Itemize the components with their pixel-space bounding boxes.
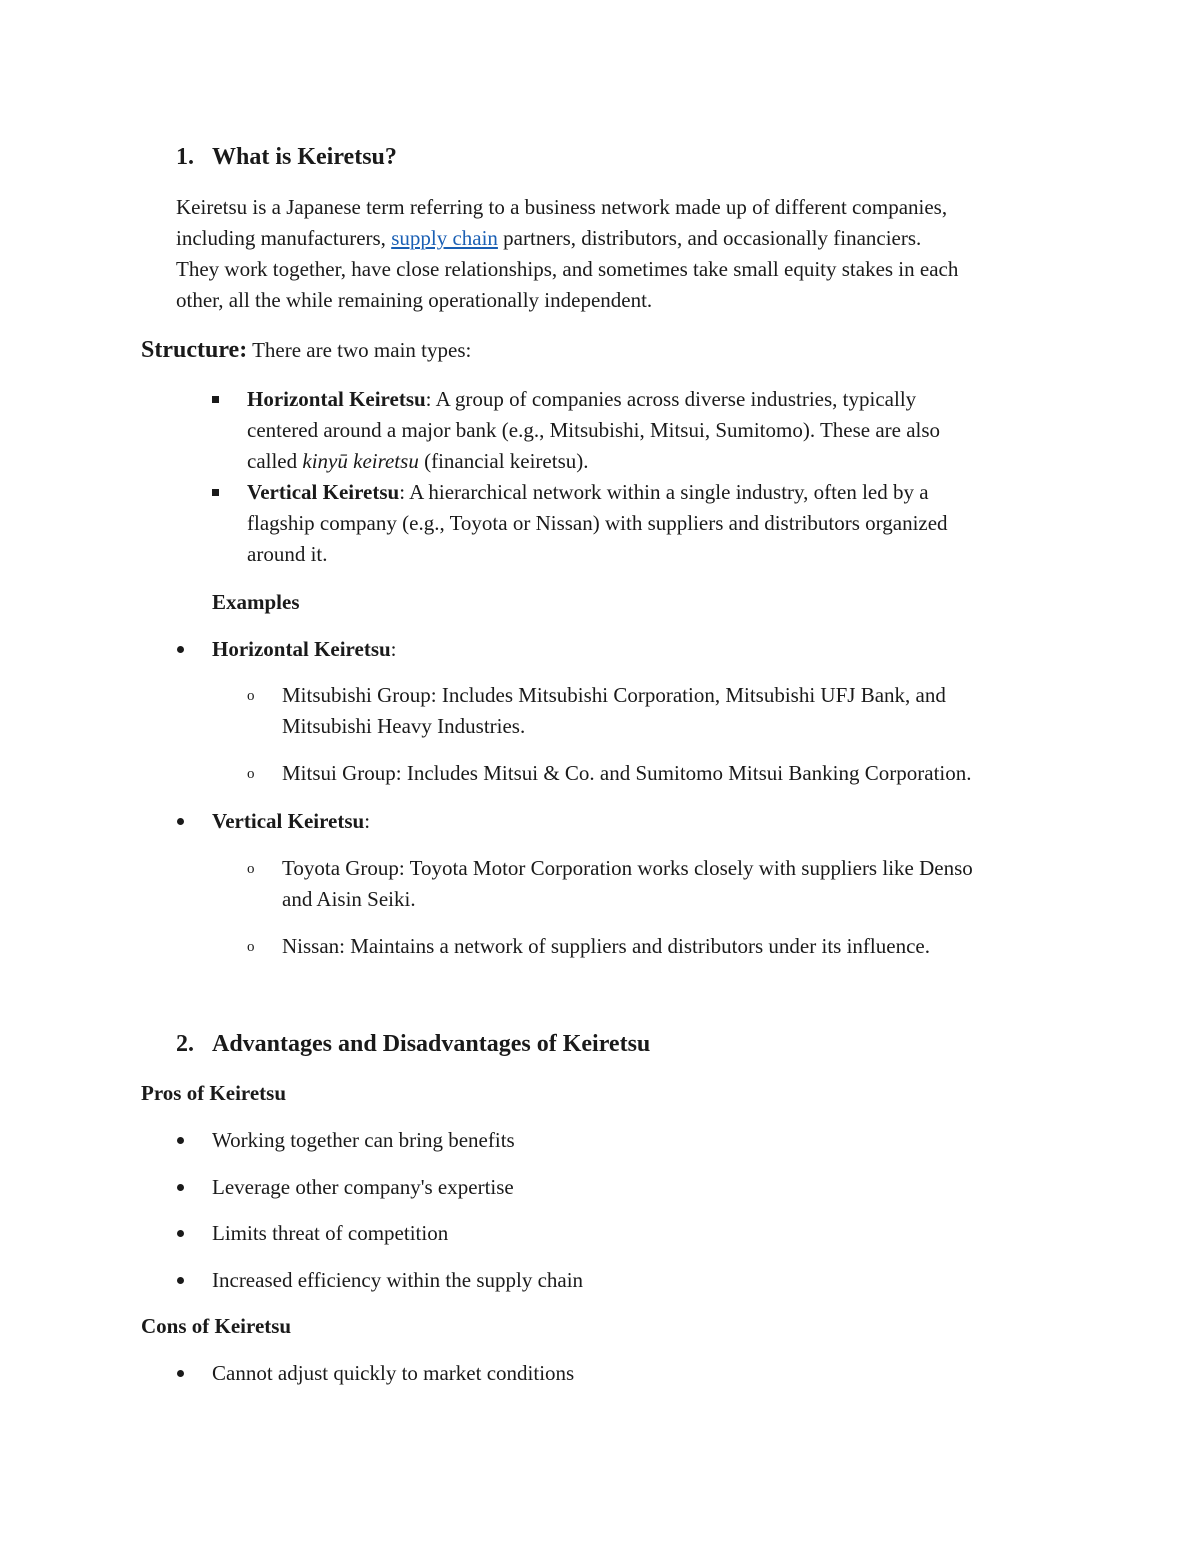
- intro-line-4: other, all the while remaining operationally independent.: [176, 288, 653, 312]
- vertical-type-line-1: [247, 477, 929, 508]
- example-group-horizontal-colon: :: [390, 637, 397, 661]
- section-2-number: 2.: [176, 1031, 194, 1057]
- supply-chain-link[interactable]: supply chain: [391, 226, 498, 250]
- intro-line-2: [176, 223, 958, 254]
- square-bullet-icon: [212, 396, 219, 403]
- circle-bullet-icon: o: [247, 766, 255, 782]
- circle-bullet-icon: o: [247, 939, 255, 955]
- structure-label: Structure:: [141, 337, 248, 363]
- horizontal-type-line-2: centered around a major bank (e.g., Mitsubishi, Mitsui, Sumitomo). These are also: [247, 418, 941, 442]
- horizontal-type-line-1: [247, 384, 916, 415]
- example-group-vertical-colon: :: [364, 809, 371, 833]
- circle-bullet-icon: o: [247, 861, 255, 877]
- kinyu-keiretsu-term: kinyū keiretsu: [302, 449, 419, 473]
- vertical-type-term: Vertical Keiretsu: [247, 480, 400, 504]
- vertical-type-line-3: around it.: [247, 542, 328, 566]
- pro-item: Working together can bring benefits: [212, 1128, 515, 1152]
- example-mitsubishi-line-2: Mitsubishi Heavy Industries.: [282, 714, 526, 738]
- bullet-icon: [177, 646, 184, 653]
- circle-bullet-icon: o: [247, 688, 255, 704]
- horizontal-type-line-3: [247, 446, 589, 477]
- intro-line-1: Keiretsu is a Japanese term referring to a business network made up of different companies,: [176, 195, 948, 219]
- intro-line-2-end: partners, distributors, and occasionally financiers.: [497, 226, 922, 250]
- example-group-vertical-term: Vertical Keiretsu: [212, 809, 365, 833]
- bullet-icon: [177, 1370, 184, 1377]
- pro-item: Limits threat of competition: [212, 1221, 449, 1245]
- intro-line-3: They work together, have close relationships, and sometimes take small equity stakes in each: [176, 257, 959, 281]
- example-mitsubishi-line-1: Mitsubishi Group: Includes Mitsubishi Corporation, Mitsubishi UFJ Bank, and: [282, 683, 946, 707]
- example-toyota-line-2: and Aisin Seiki.: [282, 887, 416, 911]
- example-group-vertical: [212, 806, 370, 837]
- bullet-icon: [177, 1230, 184, 1237]
- example-toyota-line-1: Toyota Group: Toyota Motor Corporation works closely with suppliers like Denso: [282, 856, 973, 880]
- horizontal-type-called: called: [247, 449, 303, 473]
- square-bullet-icon: [212, 489, 219, 496]
- con-item: Cannot adjust quickly to market conditions: [212, 1361, 575, 1385]
- bullet-icon: [177, 1137, 184, 1144]
- section-1-title: What is Keiretsu?: [212, 144, 397, 170]
- horizontal-type-term: Horizontal Keiretsu: [247, 387, 426, 411]
- cons-heading: Cons of Keiretsu: [141, 1314, 292, 1338]
- bullet-icon: [177, 1277, 184, 1284]
- bullet-icon: [177, 1184, 184, 1191]
- intro-line-2-start: including manufacturers,: [176, 226, 392, 250]
- intro-paragraph: [176, 192, 958, 316]
- vertical-type-desc-1: : A hierarchical network within a single industry, often led by a: [399, 480, 929, 504]
- pros-heading: Pros of Keiretsu: [141, 1081, 287, 1105]
- structure-line: [141, 335, 471, 366]
- bullet-icon: [177, 818, 184, 825]
- examples-heading: Examples: [212, 590, 300, 614]
- example-group-horizontal: [212, 634, 397, 665]
- example-nissan: Nissan: Maintains a network of suppliers and distributors under its influence.: [282, 934, 930, 958]
- section-2-title: Advantages and Disadvantages of Keiretsu: [212, 1031, 651, 1057]
- pro-item: Increased efficiency within the supply chain: [212, 1268, 584, 1292]
- section-1-number: 1.: [176, 144, 194, 170]
- structure-text: There are two main types:: [247, 338, 472, 362]
- horizontal-type-financial: (financial keiretsu).: [418, 449, 589, 473]
- example-mitsui: Mitsui Group: Includes Mitsui & Co. and Sumitomo Mitsui Banking Corporation.: [282, 761, 972, 785]
- example-group-horizontal-term: Horizontal Keiretsu: [212, 637, 391, 661]
- horizontal-type-desc-1: : A group of companies across diverse industries, typically: [425, 387, 917, 411]
- pro-item: Leverage other company's expertise: [212, 1175, 514, 1199]
- vertical-type-line-2: flagship company (e.g., Toyota or Nissan) with suppliers and distributors organized: [247, 511, 948, 535]
